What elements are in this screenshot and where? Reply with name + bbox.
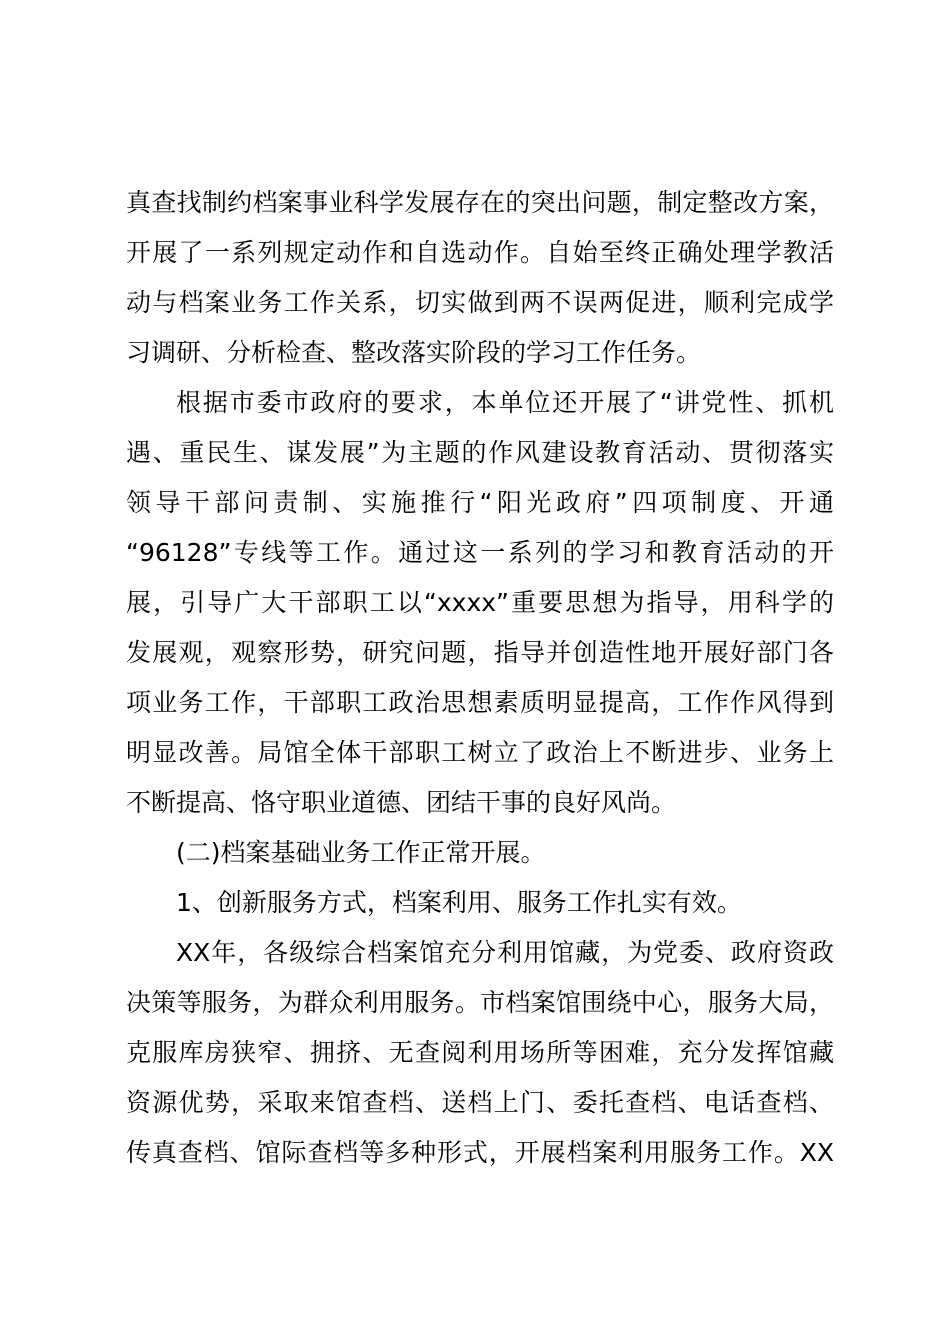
text-line: 传真查档、馆际查档等多种形式，开展档案利用服务工作。XX [126, 1138, 834, 1167]
text-line: 习调研、分析检查、整改落实阶段的学习工作任务。 [126, 338, 702, 367]
text-line: XX年，各级综合档案馆充分利用馆藏，为党委、政府资政 [176, 938, 834, 967]
text-line: 资源优势，采取来馆查档、送档上门、委托查档、电话查档、 [126, 1088, 834, 1117]
text-line: 项业务工作，干部职工政治思想素质明显提高，工作作风得到 [126, 688, 834, 717]
text-line: 发展观，观察形势，研究问题，指导并创造性地开展好部门各 [126, 638, 834, 667]
text-line: 1、创新服务方式，档案利用、服务工作扎实有效。 [176, 888, 742, 917]
text-line: “96128”专线等工作。通过这一系列的学习和教育活动的开 [126, 538, 834, 567]
text-line: 领导干部问责制、实施推行“阳光政府”四项制度、开通 [126, 488, 834, 517]
text-line: 展，引导广大干部职工以“xxxx”重要思想为指导，用科学的 [126, 588, 834, 617]
text-line: 开展了一系列规定动作和自选动作。自始至终正确处理学教活 [126, 238, 834, 267]
text-line: (二)档案基础业务工作正常开展。 [176, 838, 546, 867]
text-line: 克服库房狭窄、拥挤、无查阅利用场所等困难，充分发挥馆藏 [126, 1038, 834, 1067]
body-text [126, 178, 834, 1178]
text-line: 决策等服务，为群众利用服务。市档案馆围绕中心，服务大局， [126, 988, 834, 1017]
text-line: 动与档案业务工作关系，切实做到两不误两促进，顺利完成学 [126, 288, 834, 317]
text-line: 真查找制约档案事业科学发展存在的突出问题，制定整改方案， [126, 188, 834, 217]
text-line: 根据市委市政府的要求，本单位还开展了“讲党性、抓机 [176, 388, 834, 417]
text-line: 不断提高、恪守职业道德、团结干事的良好风尚。 [126, 788, 677, 817]
text-line: 遇、重民生、谋发展”为主题的作风建设教育活动、贯彻落实 [126, 438, 834, 467]
text-line: 明显改善。局馆全体干部职工树立了政治上不断进步、业务上 [126, 738, 834, 767]
